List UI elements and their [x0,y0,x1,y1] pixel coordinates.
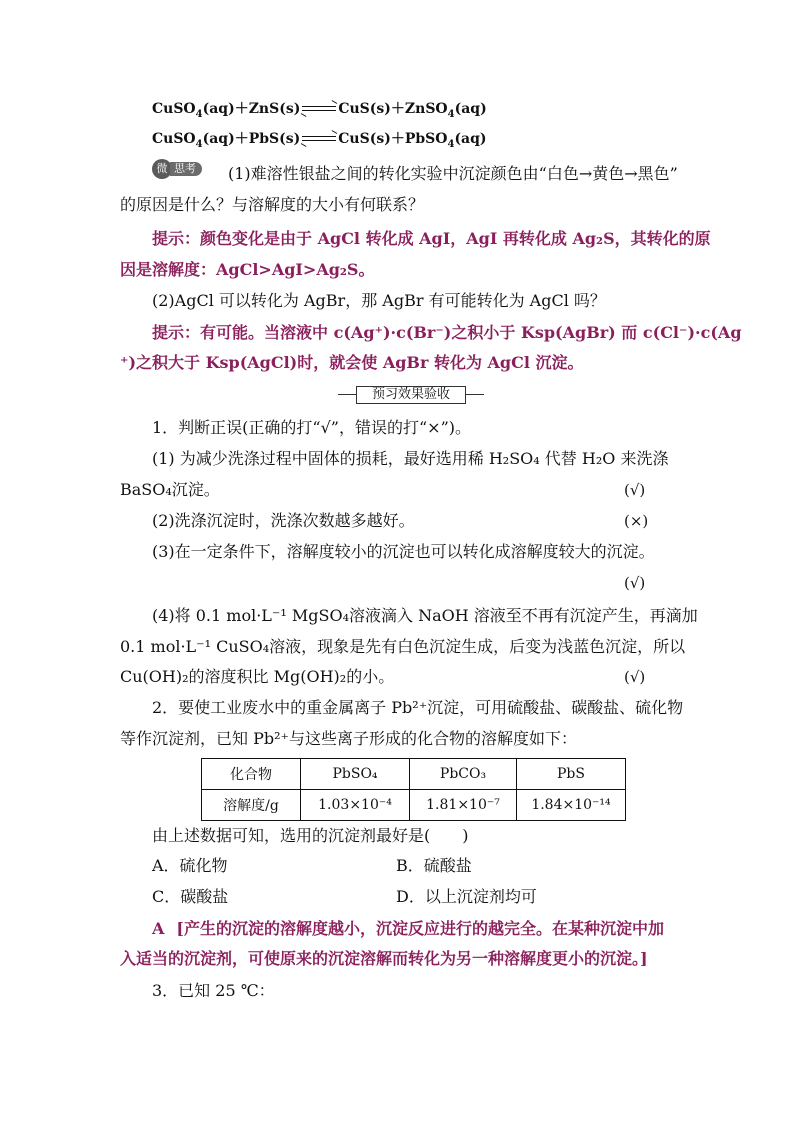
ex2-option-d: D．以上沉淀剂均可 [396,887,537,906]
ex2-answer-text: [产生的沉淀的溶解度越小，沉淀反应进行的越完全。在某种沉淀中加 [176,919,664,938]
ex2-text-line1: 2．要使工业废水中的重金属离子 Pb²⁺沉淀，可用硫酸盐、碳酸盐、硫化物 [152,698,684,717]
ex2-option-a: A．硫化物 [152,856,228,875]
q1-hint-line2: 因是溶解度：AgCl>AgI>Ag₂S。 [120,260,375,279]
q1-text-line1: (1)难溶性银盐之间的转化实验中沉淀颜色由“白色→黄色→黑色” [228,164,678,183]
table-header-cell: PbSO₄ [301,759,410,790]
ex1-item4-line1: (4)将 0.1 mol·L⁻¹ MgSO₄溶液滴入 NaOH 溶液至不再有沉淀产生，再滴加 [152,606,698,625]
ex1-item4-mark: (√) [624,668,646,686]
ex1-item4-line2: 0.1 mol·L⁻¹ CuSO₄溶液，现象是先有白色沉淀生成，后变为浅蓝色沉淀，所以 [120,637,686,656]
q1-hint-line1 [152,228,711,250]
q1-text-line2: 的原因是什么？与溶解度的大小有何联系？ [120,195,425,214]
table-header-cell: PbCO₃ [410,759,517,790]
equation-1: CuSO$_4$(aq)＋ZnS(s) CuS(s)＋ZnSO$_4$(aq) [152,101,487,120]
think-badge-tab: 思考 [170,162,202,176]
ex2-question: 由上述数据可知，选用的沉淀剂最好是( ) [152,826,469,845]
table-header-cell: 化合物 [202,759,301,790]
equilibrium-arrow-icon [302,134,336,144]
think-badge-circle: 微 [152,159,172,179]
table-header-row [202,759,626,790]
ex1-title: 1．判断正误(正确的打“√”，错误的打“×”)。 [152,418,471,437]
ex1-item2-mark: (×) [624,512,649,530]
ex2-text-line2: 等作沉淀剂，已知 Pb²⁺与这些离子形成的化合物的溶解度如下： [120,729,577,748]
section-banner-title: 预习效果验收 [356,386,466,404]
ex1-item1-mark: (√) [624,481,646,499]
q2-hint-line1 [152,322,742,344]
ex3-text: 3．已知 25 ℃： [152,981,275,1000]
q1-hint-text: 颜色变化是由于 AgCl 转化成 AgI，AgI 再转化成 Ag₂S，其转化的原 [200,229,711,248]
q2-text: (2)AgCl 可以转化为 AgBr，那 AgBr 有可能转化为 AgCl 吗？ [152,291,606,310]
solubility-table [201,758,626,821]
equilibrium-arrow-icon [302,104,336,114]
ex1-item3: (3)在一定条件下，溶解度较小的沉淀也可以转化成溶解度较大的沉淀。 [152,542,655,561]
ex2-option-b: B．硫酸盐 [396,856,472,875]
table-cell: 1.84×10⁻¹⁴ [517,790,626,821]
ex1-item1-line2: BaSO₄沉淀。 [120,480,220,499]
table-cell: 1.81×10⁻⁷ [410,790,517,821]
think-badge [152,159,208,179]
section-banner [338,386,484,404]
hint-label: 提示： [152,323,201,342]
hint-label: 提示： [152,229,201,248]
q2-hint-line2: ⁺)之积大于 Ksp(AgCl)时，就会使 AgBr 转化为 AgCl 沉淀。 [120,353,584,372]
ex2-answer-line1 [152,918,664,940]
ex2-option-c: C．碳酸盐 [152,887,229,906]
equation-2: CuSO$_4$(aq)＋PbS(s) CuS(s)＋PbSO$_4$(aq) [152,131,487,150]
ex1-item1-line1: (1) 为减少洗涤过程中固体的损耗，最好选用稀 H₂SO₄ 代替 H₂O 来洗涤 [152,449,669,468]
q2-hint-text: 有可能。当溶液中 c(Ag⁺)·c(Br⁻)之积小于 Ksp(AgBr) 而 c(Cl⁻)·c(Ag [200,323,742,342]
ex1-item3-mark: (√) [624,574,646,592]
ex1-item2: (2)洗涤沉淀时，洗涤次数越多越好。 [152,511,415,530]
table-cell: 1.03×10⁻⁴ [301,790,410,821]
ex1-item4-line3: Cu(OH)₂的溶度积比 Mg(OH)₂的小。 [120,667,395,686]
table-row [202,790,626,821]
table-header-cell: PbS [517,759,626,790]
ex2-answer-line2: 入适当的沉淀剂，可使原来的沉淀溶解而转化为另一种溶解度更小的沉淀。] [120,949,648,968]
ex2-answer-letter: A [152,919,165,938]
table-cell: 溶解度/g [202,790,301,821]
